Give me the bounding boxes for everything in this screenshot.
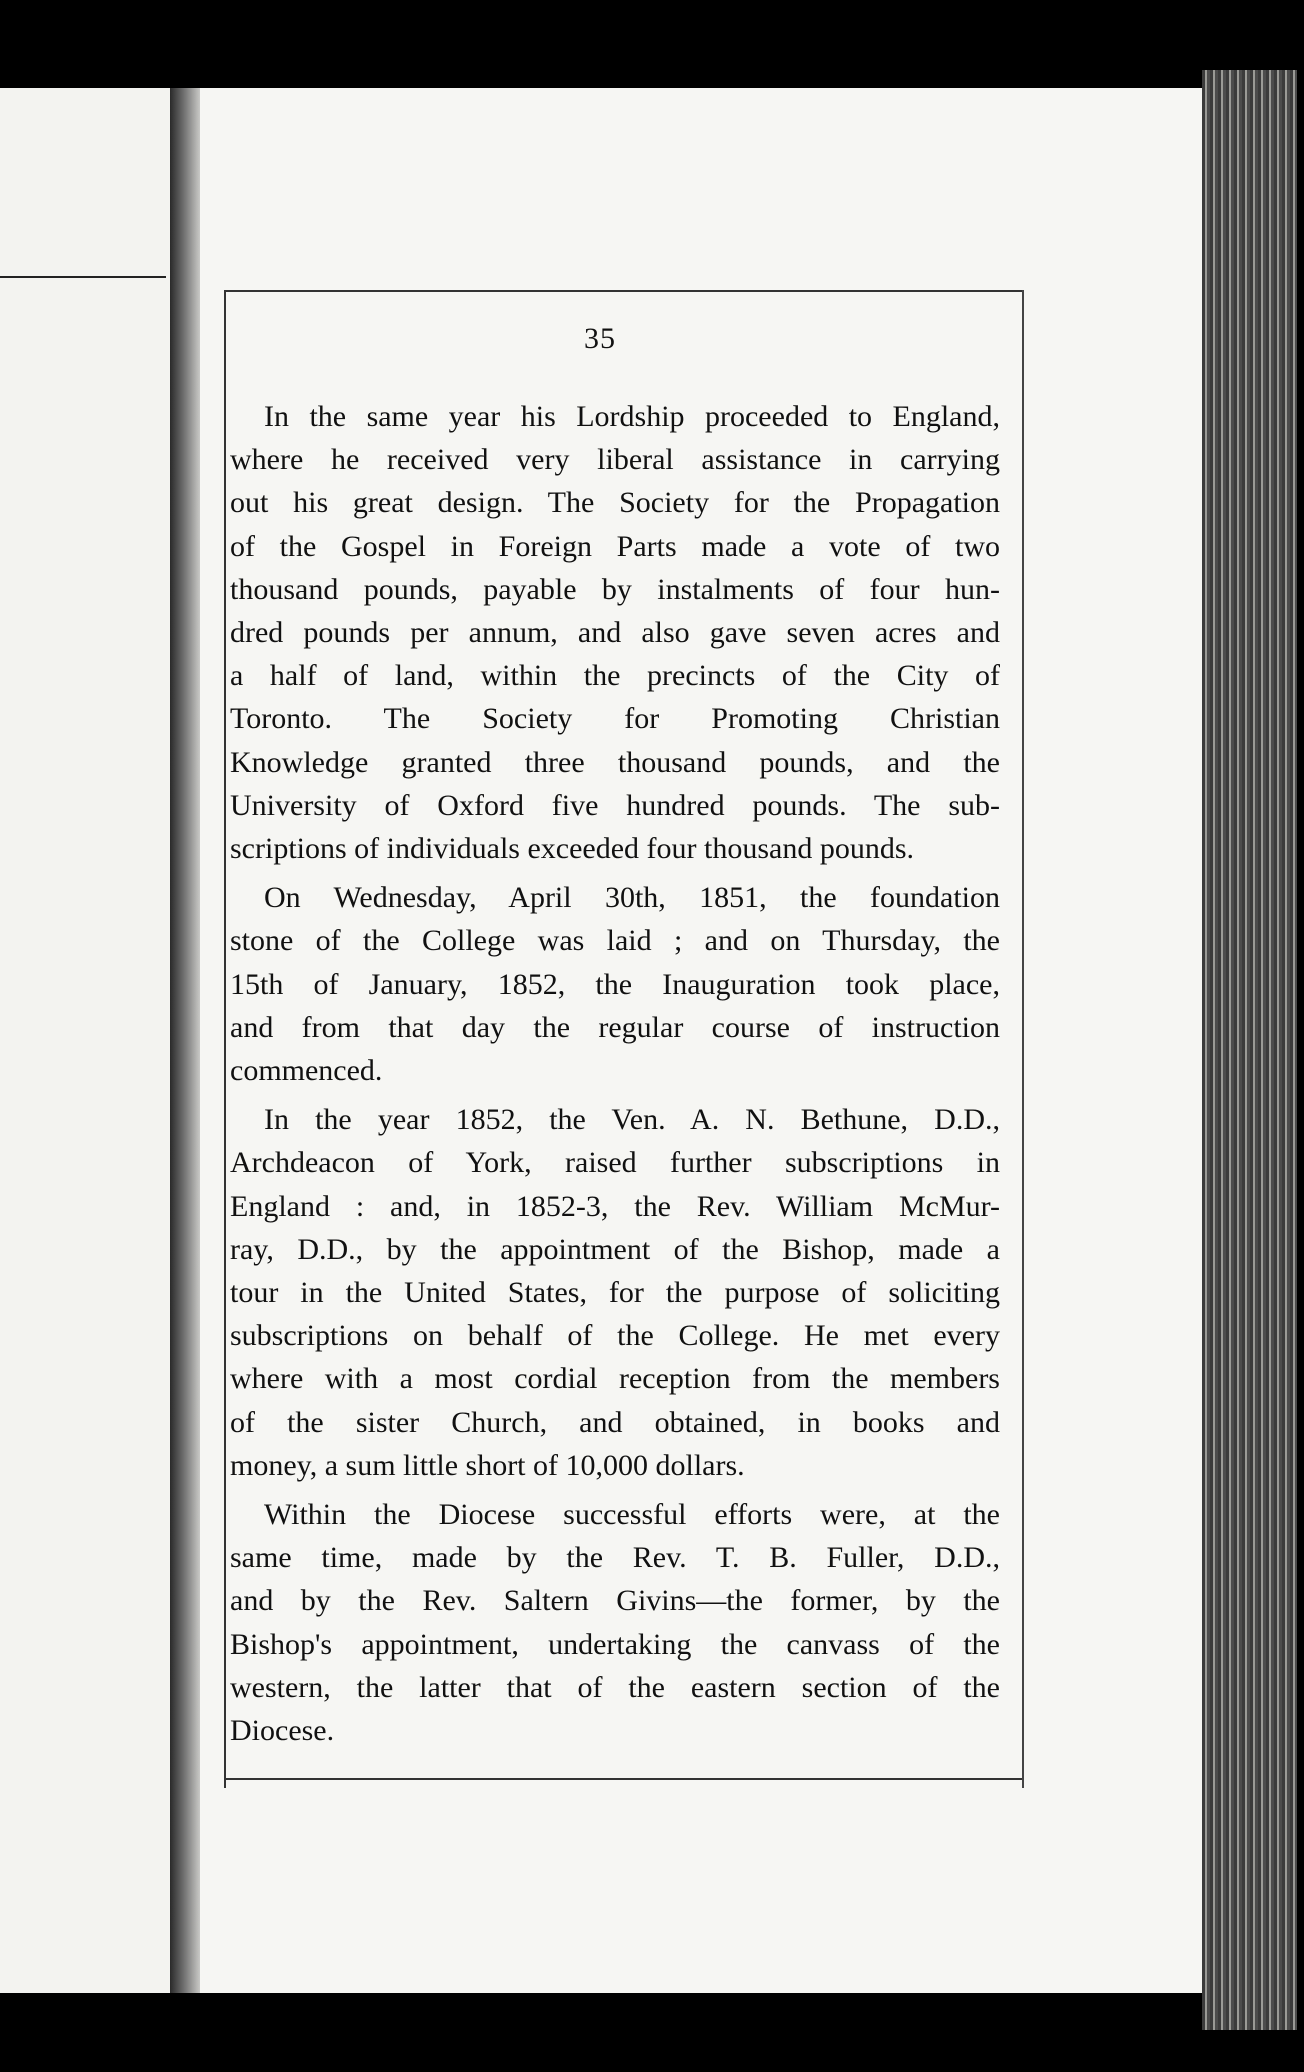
text-line: In the year 1852, the Ven. A. N. Bethune, D.D., (264, 1103, 1000, 1137)
text-line: of the Gospel in Foreign Parts made a vote of two (230, 529, 1000, 563)
text-line: western, the latter that of the eastern section of the (230, 1670, 1000, 1704)
text-line: tour in the United States, for the purpose of soliciting (230, 1276, 1000, 1310)
text-line: Knowledge granted three thousand pounds, and the (230, 745, 1000, 779)
text-line: Toronto. The Society for Promoting Christian (230, 702, 1000, 736)
text-line: a half of land, within the precincts of the City of (230, 659, 1000, 693)
text-line: stone of the College was laid ; and on Thursday, the (230, 924, 1000, 958)
text-line: dred pounds per annum, and also gave seven acres and (230, 616, 1000, 650)
frame-bottom-rule (226, 1778, 1022, 1780)
left-page-rule (0, 276, 166, 278)
text-line: thousand pounds, payable by instalments of four hun- (230, 572, 1000, 606)
text-line: out his great design. The Society for the Propagation (230, 486, 1000, 520)
text-line: subscriptions on behalf of the College. He met every (230, 1319, 1000, 1353)
text-line: where he received very liberal assistance in carrying (230, 443, 1000, 477)
page-body-text (230, 395, 1000, 1752)
text-line: 15th of January, 1852, the Inauguration took place, (230, 967, 1000, 1001)
text-line: scriptions of individuals exceeded four thousand pounds. (230, 832, 915, 866)
text-line: Within the Diocese successful efforts were, at the (264, 1498, 1000, 1532)
paragraph (230, 1098, 1000, 1487)
paragraph (230, 876, 1000, 1092)
text-line: commenced. (230, 1054, 383, 1088)
text-line: where with a most cordial reception from the members (230, 1362, 1000, 1396)
frame-top-rule (226, 290, 1022, 292)
text-line: and from that day the regular course of instruction (230, 1010, 1000, 1044)
text-line: of the sister Church, and obtained, in books and (230, 1405, 1000, 1439)
text-line: University of Oxford five hundred pounds. The sub- (230, 788, 1000, 822)
text-line: Bishop's appointment, undertaking the canvass of the (230, 1627, 1000, 1661)
left-facing-page (0, 88, 170, 1993)
paragraph (230, 395, 1000, 870)
text-line: England : and, in 1852-3, the Rev. William McMur- (230, 1189, 1000, 1223)
text-line: ray, D.D., by the appointment of the Bishop, made a (230, 1232, 1000, 1266)
text-line: In the same year his Lordship proceeded to England, (264, 400, 1000, 433)
text-line: Diocese. (230, 1714, 335, 1748)
text-line: same time, made by the Rev. T. B. Fuller, D.D., (230, 1541, 1000, 1575)
paragraph (230, 1493, 1000, 1752)
text-line: money, a sum little short of 10,000 dollars. (230, 1448, 745, 1482)
text-line: On Wednesday, April 30th, 1851, the foundation (264, 881, 1000, 915)
text-line: and by the Rev. Saltern Givins—the former, by the (230, 1584, 1000, 1618)
text-line: Archdeacon of York, raised further subscriptions in (230, 1146, 1000, 1180)
page-number: 35 (584, 322, 616, 355)
page-edges (1202, 70, 1297, 2030)
book-gutter (170, 88, 200, 1993)
